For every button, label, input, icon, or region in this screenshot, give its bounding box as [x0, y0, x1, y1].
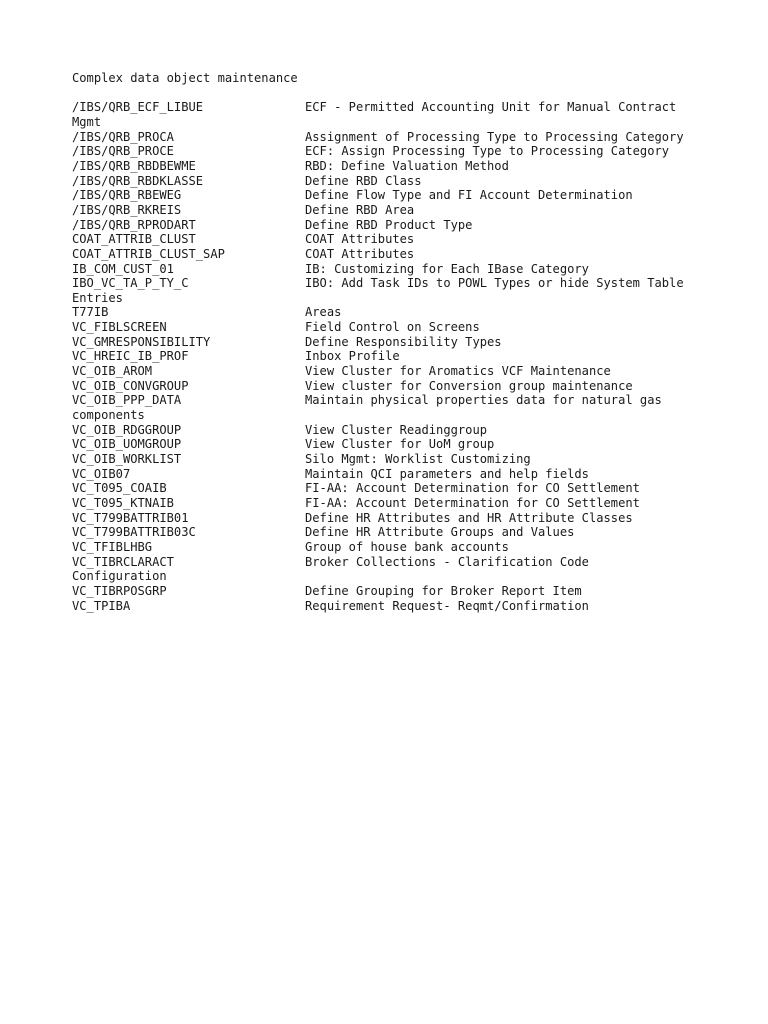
list-item	[72, 467, 712, 482]
list-item	[72, 188, 712, 203]
object-description: View Cluster Readinggroup	[305, 422, 488, 437]
object-description: COAT Attributes	[305, 246, 415, 261]
object-description: Areas	[305, 305, 342, 320]
list-item	[72, 276, 712, 305]
list-item	[72, 393, 712, 422]
object-code: IB_COM_CUST_01	[72, 261, 174, 276]
object-description: IBO: Add Task IDs to POWL Types or hide System Table	[305, 276, 684, 291]
object-description: COAT Attributes	[305, 232, 415, 247]
description-continuation: Entries	[72, 290, 123, 305]
object-code: VC_T095_KTNAIB	[72, 496, 174, 511]
object-description: Group of house bank accounts	[305, 539, 509, 554]
list-item	[72, 100, 712, 129]
object-code: VC_TPIBA	[72, 598, 131, 613]
entry-list	[72, 100, 712, 613]
object-description: ECF: Assign Processing Type to Processing Category	[305, 144, 670, 159]
list-item	[72, 525, 712, 540]
list-item	[72, 232, 712, 247]
object-code: /IBS/QRB_RBDKLASSE	[72, 173, 204, 188]
object-code: VC_OIB07	[72, 466, 131, 481]
object-description: Maintain QCI parameters and help fields	[305, 466, 589, 481]
object-code: VC_OIB_CONVGROUP	[72, 378, 189, 393]
list-item	[72, 144, 712, 159]
object-description: Requirement Request- Reqmt/Confirmation	[305, 598, 589, 613]
object-description: View cluster for Conversion group maintenance	[305, 378, 633, 393]
object-code: VC_T799BATTRIB03C	[72, 525, 196, 540]
object-code: /IBS/QRB_RBEWEG	[72, 188, 182, 203]
object-description: Field Control on Screens	[305, 320, 480, 335]
list-item	[72, 349, 712, 364]
list-item	[72, 437, 712, 452]
object-code: VC_OIB_RDGGROUP	[72, 422, 182, 437]
list-item	[72, 423, 712, 438]
object-description: Broker Collections - Clarification Code	[305, 554, 589, 569]
object-description: View Cluster for UoM group	[305, 437, 495, 452]
document-body	[72, 71, 712, 613]
object-code: COAT_ATTRIB_CLUST	[72, 232, 196, 247]
list-item	[72, 262, 712, 277]
object-description: FI-AA: Account Determination for CO Settlement	[305, 481, 640, 496]
object-code: /IBS/QRB_ECF_LIBUE	[72, 100, 204, 115]
list-item	[72, 364, 712, 379]
list-item	[72, 218, 712, 233]
object-code: IBO_VC_TA_P_TY_C	[72, 276, 189, 291]
description-continuation: Configuration	[72, 569, 167, 584]
list-item	[72, 496, 712, 511]
list-item	[72, 379, 712, 394]
description-continuation: components	[72, 408, 145, 423]
object-description: View Cluster for Aromatics VCF Maintenance	[305, 364, 611, 379]
object-description: Assignment of Processing Type to Processing Category	[305, 129, 684, 144]
list-item	[72, 159, 712, 174]
object-code: /IBS/QRB_PROCE	[72, 144, 174, 159]
object-description: Silo Mgmt: Worklist Customizing	[305, 452, 531, 467]
object-description: IB: Customizing for Each IBase Category	[305, 261, 589, 276]
list-item	[72, 305, 712, 320]
list-item	[72, 203, 712, 218]
object-description: Define Responsibility Types	[305, 334, 502, 349]
list-item	[72, 481, 712, 496]
object-code: VC_T799BATTRIB01	[72, 510, 189, 525]
list-item	[72, 540, 712, 555]
object-code: VC_FIBLSCREEN	[72, 320, 167, 335]
object-code: VC_TIBRCLARACT	[72, 554, 174, 569]
object-description: Define HR Attribute Groups and Values	[305, 525, 575, 540]
object-code: /IBS/QRB_PROCA	[72, 129, 174, 144]
list-item	[72, 452, 712, 467]
list-item	[72, 584, 712, 599]
object-code: VC_GMRESPONSIBILITY	[72, 334, 211, 349]
object-code: VC_TIBRPOSGRP	[72, 583, 167, 598]
list-item	[72, 247, 712, 262]
list-item	[72, 555, 712, 584]
object-code: VC_T095_COAIB	[72, 481, 167, 496]
object-code: T77IB	[72, 305, 109, 320]
document-title: Complex data object maintenance	[72, 71, 298, 85]
object-description: Define Flow Type and FI Account Determination	[305, 188, 633, 203]
list-item	[72, 174, 712, 189]
object-description: Define Grouping for Broker Report Item	[305, 583, 582, 598]
object-code: VC_HREIC_IB_PROF	[72, 349, 189, 364]
object-description: Define RBD Area	[305, 202, 415, 217]
list-item	[72, 599, 712, 614]
object-code: VC_OIB_WORKLIST	[72, 452, 182, 467]
object-code: VC_OIB_AROM	[72, 364, 153, 379]
object-description: Define RBD Product Type	[305, 217, 473, 232]
object-code: /IBS/QRB_RPRODART	[72, 217, 196, 232]
object-description: Inbox Profile	[305, 349, 400, 364]
object-code: /IBS/QRB_RBDBEWME	[72, 158, 196, 173]
object-description: FI-AA: Account Determination for CO Settlement	[305, 496, 640, 511]
description-continuation: Mgmt	[72, 114, 102, 129]
object-description: Define HR Attributes and HR Attribute Classes	[305, 510, 633, 525]
list-item	[72, 511, 712, 526]
list-item	[72, 320, 712, 335]
object-code: VC_OIB_PPP_DATA	[72, 393, 182, 408]
list-item	[72, 335, 712, 350]
list-item	[72, 130, 712, 145]
object-code: COAT_ATTRIB_CLUST_SAP	[72, 246, 225, 261]
object-code: VC_OIB_UOMGROUP	[72, 437, 182, 452]
object-description: Maintain physical properties data for natural gas	[305, 393, 662, 408]
object-description: Define RBD Class	[305, 173, 422, 188]
object-code: VC_TFIBLHBG	[72, 539, 153, 554]
object-description: ECF - Permitted Accounting Unit for Manual Contract	[305, 100, 677, 115]
object-description: RBD: Define Valuation Method	[305, 158, 509, 173]
object-code: /IBS/QRB_RKREIS	[72, 202, 182, 217]
